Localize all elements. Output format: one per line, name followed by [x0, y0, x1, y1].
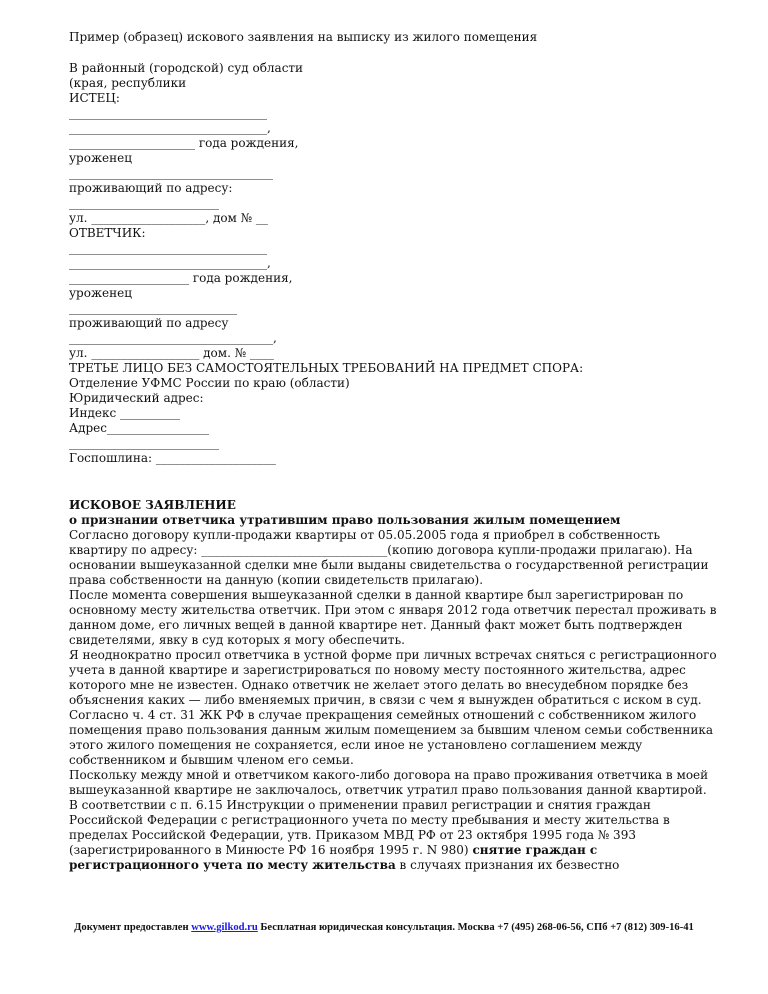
header-line: __________________________________ [69, 166, 273, 180]
header-line: проживающий по адресу [69, 316, 229, 330]
claim-block [69, 498, 719, 873]
header-line: Госпошлина: ____________________ [69, 451, 276, 465]
document-page [69, 30, 719, 873]
claim-paragraph: Я неоднократно просил ответчика в устной форме при личных встречах сняться с регистрационного учета в данной квартире и зарегистрироваться по новому месту постоянного жительства, адрес которого мне не известен. Однако ответчик не желает этого делать во внесудебном порядке без объяснения каких — либо вменяемых причин, в связи с чем я вынужден обратиться с иском в суд. [69, 648, 717, 707]
header-line: ул. ___________________, дом № __ [69, 211, 268, 225]
claim-subheading: о признании ответчика утратившим право пользования жилым помещением [69, 513, 621, 527]
claim-bold-text: снятие граждан с регистрационного учета по месту жительства [69, 843, 598, 872]
document-title: Пример (образец) искового заявления на выписку из жилого помещения [69, 30, 538, 44]
header-line: ИСТЕЦ: [69, 91, 120, 105]
page-footer [0, 922, 768, 933]
header-line: _________________________ [69, 436, 219, 450]
claim-text: в случаях признания их безвестно [395, 858, 620, 872]
header-line: уроженец [69, 286, 132, 300]
header-line: _____________________ года рождения, [69, 136, 299, 150]
header-line: Адрес_________________ [69, 421, 209, 435]
court-header-block [69, 61, 719, 466]
header-line: ул. __________________ дом. № ____ [69, 346, 274, 360]
header-line: ____________________________ [69, 301, 237, 315]
claim-text: В соответствии с п. 6.15 Инструкции о применении правил регистрации и снятия граждан Российской Федерации с регистрационного учета по месту пребывания и месту жительства в пределах Российской Федерации, утв. Приказом МВД РФ от 23 октября 1995 года № 393 (зарегистрированного в Минюсте РФ 16 ноября 1995 г. N 980) [69, 798, 670, 857]
header-line: _________________________________ [69, 241, 267, 255]
header-line: Юридический адрес: [69, 391, 204, 405]
header-line: В районный (городской) суд области [69, 61, 304, 75]
claim-paragraph: Согласно ч. 4 ст. 31 ЖК РФ в случае прекращения семейных отношений с собственником жилого помещения право пользования данным жилым помещением за бывшим членом семьи собственника этого жилого помещения не сохраняется, если иное не установлено соглашением между собственником и бывшим членом его семьи. [69, 708, 714, 767]
header-line: ОТВЕТЧИК: [69, 226, 146, 240]
header-line: _________________________________, [69, 121, 271, 135]
header-line: Отделение УФМС России по краю (области) [69, 376, 350, 390]
header-line: _________________________ [69, 196, 219, 210]
header-line: __________________________________, [69, 331, 277, 345]
footer-site-link[interactable]: www.gilkod.ru [191, 922, 258, 933]
claim-paragraph: Согласно договору купли-продажи квартиры от 05.05.2005 года я приобрел в собственность квартиру по адресу: _______________________________(копию договора купли-продажи прилагаю). На основании вышеуказанной сделки мне были выданы свидетельства о государственной регистрации права собственности на данную (копии свидетельств прилагаю). [69, 528, 709, 587]
header-line: _________________________________ [69, 106, 267, 120]
header-line: ТРЕТЬЕ ЛИЦО БЕЗ САМОСТОЯТЕЛЬНЫХ ТРЕБОВАНИЙ НА ПРЕДМЕТ СПОРА: [69, 361, 584, 375]
header-line: проживающий по адресу: [69, 181, 233, 195]
claim-paragraph-last [69, 798, 719, 873]
header-line: Индекс __________ [69, 406, 180, 420]
header-line: (края, республики [69, 76, 187, 90]
footer-contacts: Бесплатная юридическая консультация. Москва +7 (495) 268-06-56, СПб +7 (812) 309-16-41 [257, 922, 694, 933]
header-line: _________________________________, [69, 256, 271, 270]
claim-paragraph: После момента совершения вышеуказанной сделки в данной квартире был зарегистрирован по основному месту жительства ответчик. При этом с января 2012 года ответчик перестал проживать в данном доме, его личных вещей в данной квартире нет. Данный факт может быть подтвержден свидетелями, явку в суд которых я могу обеспечить. [69, 588, 717, 647]
footer-prefix: Документ предоставлен [74, 922, 192, 933]
header-line: ____________________ года рождения, [69, 271, 293, 285]
header-line: уроженец [69, 151, 132, 165]
claim-heading: ИСКОВОЕ ЗАЯВЛЕНИЕ [69, 498, 236, 512]
claim-paragraph: Поскольку между мной и ответчиком какого-либо договора на право проживания ответчика в моей вышеуказанной квартире не заключалось, ответчик утратил право пользования данной квартирой. [69, 768, 709, 797]
